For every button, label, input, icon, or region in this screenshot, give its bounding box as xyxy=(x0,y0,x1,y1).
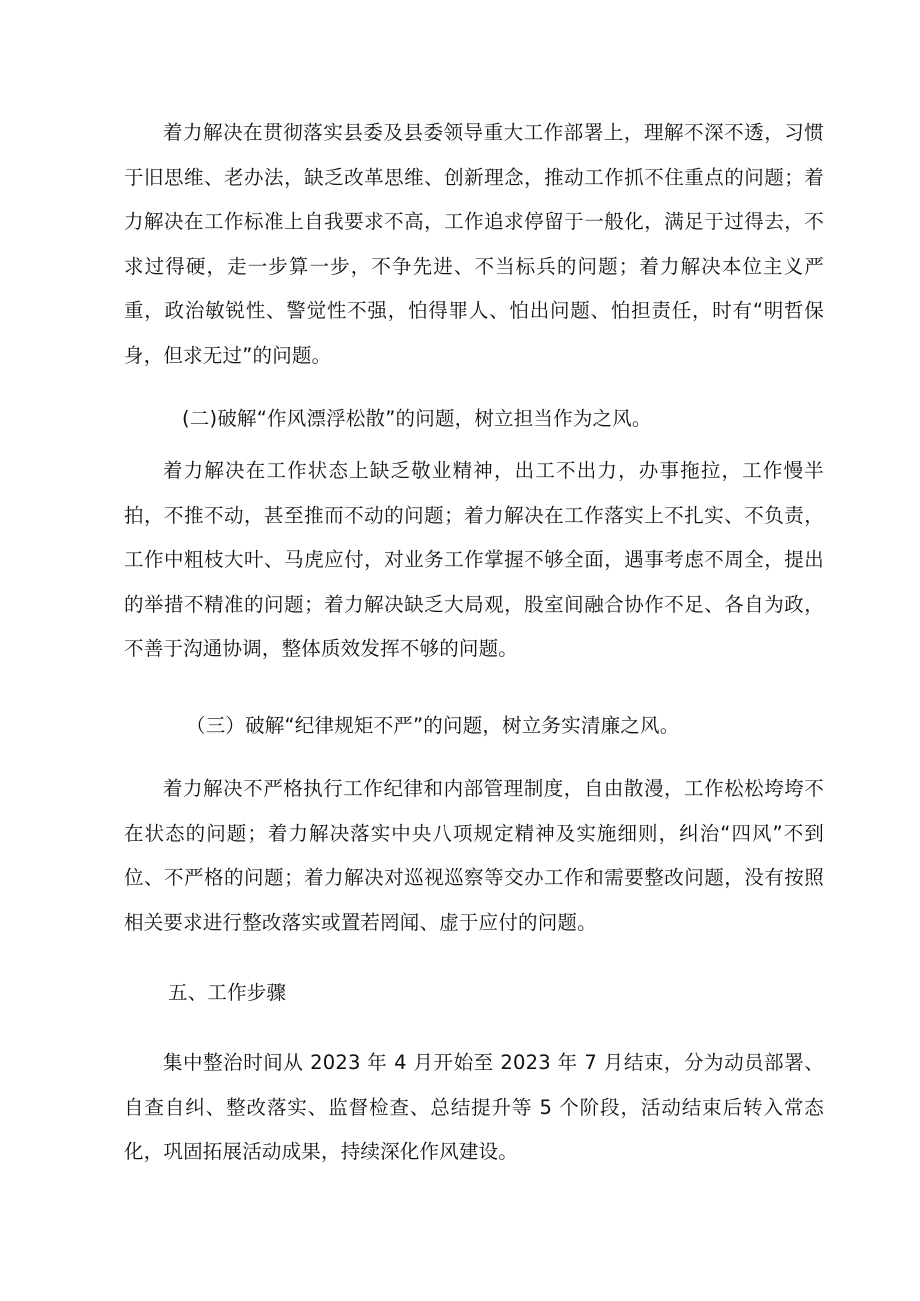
heading-section-3: （三）破解“纪律规矩不严”的问题，树立务实清廉之风。 xyxy=(186,714,680,737)
paragraph-resolve-implementation-issues: 着力解决在贯彻落实县委及县委领导重大工作部署上，理解不深不透，习惯于旧思维、老办法，缺乏改革思维、创新理念，推动工作抓不住重点的问题；着力解决在工作标准上自我要求不高，工作追求停留于一般化，满足于过得去，不求过得硬，走一步算一步，不争先进、不当标兵的问题；着力解决本位主义严重，政治敏锐性、警觉性不强，怕得罪人、怕出问题、怕担责任，时有“明哲保身，但求无过”的问题。 xyxy=(124,121,824,367)
paragraph-rectification-schedule: 集中整治时间从 2023 年 4 月开始至 2023 年 7 月结束，分为动员部署、自查自纠、整改落实、监督检查、总结提升等 5 个阶段，活动结束后转入常态化，巩固拓展活动成果，持续深化作风建设。 xyxy=(124,1051,824,1164)
heading-section-5-work-steps: 五、工作步骤 xyxy=(168,981,287,1004)
heading-section-2: (二)破解“作风漂浮松散”的问题，树立担当作为之风。 xyxy=(182,407,652,430)
paragraph-discipline-issues: 着力解决不严格执行工作纪律和内部管理制度，自由散漫，工作松松垮垮不在状态的问题；着力解决落实中央八项规定精神及实施细则，纠治“四风”不到位、不严格的问题；着力解决对巡视巡察等交办工作和需要整改问题，没有按照相关要求进行整改落实或置若罔闻、虚于应付的问题。 xyxy=(124,777,824,934)
paragraph-work-style-issues: 着力解决在工作状态上缺乏敬业精神，出工不出力，办事拖拉，工作慢半拍，不推不动，甚至推而不动的问题；着力解决在工作落实上不扎实、不负责，工作中粗枝大叶、马虎应付，对业务工作掌握不够全面，遇事考虑不周全，提出的举措不精准的问题；着力解决缺乏大局观，股室间融合协作不足、各自为政，不善于沟通协调，整体质效发挥不够的问题。 xyxy=(124,459,824,661)
